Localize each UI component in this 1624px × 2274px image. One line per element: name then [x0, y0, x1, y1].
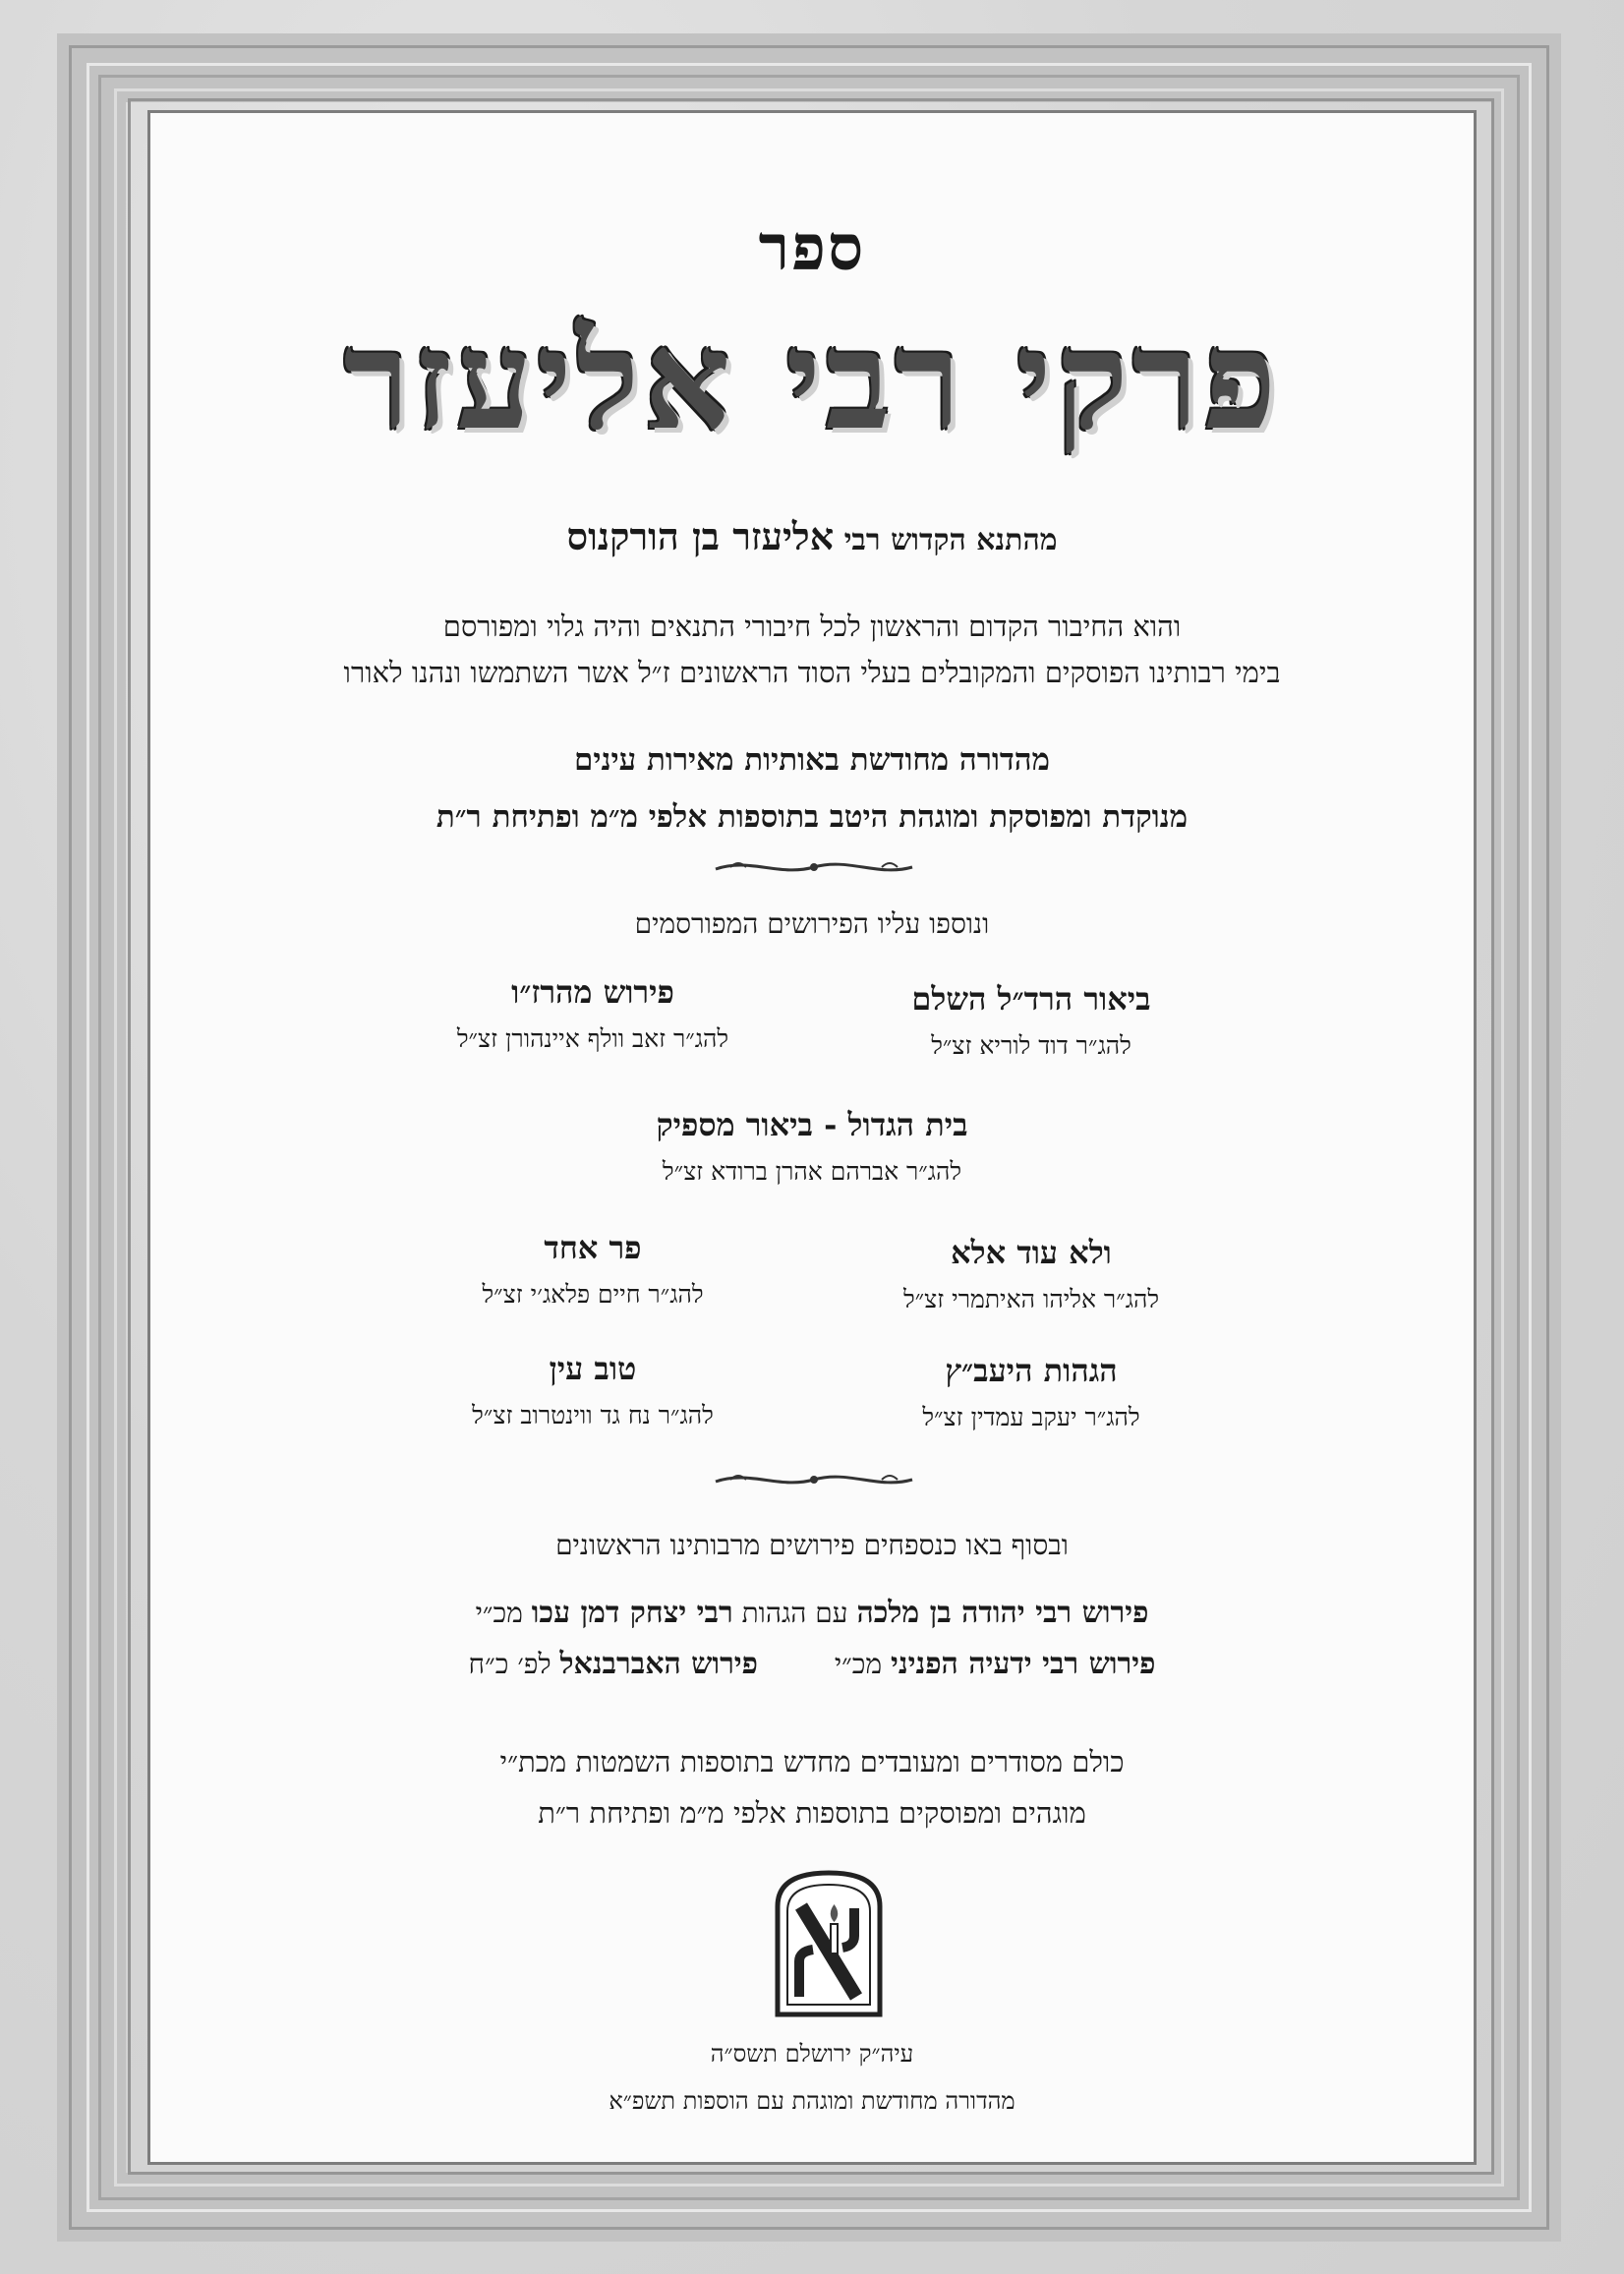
commentary-radal — [825, 980, 1238, 1061]
sefer-label: ספר — [758, 211, 866, 285]
author-prefix: מהתנא הקדוש רבי — [843, 523, 1058, 557]
edition-note: מהדורה מחודשת ומוגהת עם הוספות תשפ״א — [609, 2087, 1015, 2115]
scroll-ornament-icon — [711, 855, 917, 881]
rishon-connector: עם הגהות — [741, 1597, 848, 1629]
edition-line-2: מנוקדת ומפוסקת ומוגהת היטב בתוספות אלפי מ״מ ופתיחת ר״ת — [435, 799, 1189, 835]
commentary-title: הגהות היעב״ץ — [945, 1352, 1118, 1389]
commentary-author: להג״ר נח גד ווינטרוב זצ״ל — [472, 1401, 714, 1429]
chapter-note: לפ׳ כ״ח — [468, 1648, 551, 1680]
commentary-par-echad — [386, 1229, 799, 1310]
commentary-title: בית הגדול - ביאור מספיק — [656, 1106, 968, 1143]
title-page — [147, 110, 1477, 2165]
rishon-commentary: רבי יצחק דמן עכו — [531, 1596, 733, 1630]
commentary-author: להג״ר יעקב עמדין זצ״ל — [922, 1403, 1140, 1431]
commentary-author: להג״ר חיים פלאג׳י זצ״ל — [482, 1280, 704, 1309]
rishonim-line-1 — [150, 1596, 1474, 1630]
commentary-author: להג״ר אליהו האיתמרי זצ״ל — [902, 1285, 1160, 1313]
author-line — [150, 514, 1474, 559]
commentary-vela-od — [825, 1234, 1238, 1314]
closing-line-1: כולם מסודרים ומעובדים מחדש בתוספות השמטות מכת״י — [499, 1745, 1125, 1778]
rishon-commentary: פירוש רבי ידעיה הפניני — [890, 1647, 1156, 1681]
commentary-title: ולא עוד אלא — [951, 1234, 1112, 1271]
book-title: פרקי רבי אליעזר — [343, 300, 1281, 460]
commentary-beit-hagadol — [150, 1106, 1474, 1187]
commentary-maharzu — [386, 973, 799, 1054]
author-name: אליעזר בן הורקנוס — [566, 514, 835, 558]
added-commentaries-intro: ונוספו עליו הפירושים המפורסמים — [634, 907, 990, 940]
appendix-intro: ובסוף באו כנספחים פירושים מרבותינו הראשונים — [555, 1529, 1069, 1561]
commentary-title: פר אחד — [544, 1229, 642, 1266]
intro-line-2: בימי רבותינו הפוסקים והמקובלים בעלי הסוד הראשונים ז״ל אשר השתמשו ונהנו לאורו — [343, 656, 1281, 689]
manuscript-note: מכ״י — [475, 1597, 523, 1629]
rishon-commentary: פירוש רבי יהודה בן מלכה — [856, 1596, 1149, 1630]
edition-line-1: מהדורה מחודשת באותיות מאירות עינים — [573, 742, 1051, 778]
commentary-yaavetz — [825, 1352, 1238, 1432]
commentary-title: טוב עין — [549, 1350, 637, 1387]
intro-line-1: והוא החיבור הקדום והראשון לכל חיבורי התנאים והיה גלוי ומפורסם — [442, 610, 1182, 643]
commentary-author: להג״ר דוד לוריא זצ״ל — [931, 1031, 1131, 1060]
commentary-title: ביאור הרד״ל השלם — [911, 980, 1151, 1018]
commentary-author: להג״ר אברהם אהרן ברודא זצ״ל — [662, 1157, 962, 1186]
place-and-year: עיה״ק ירושלם תשס״ה — [710, 2040, 914, 2068]
rishonim-line-2 — [150, 1647, 1474, 1681]
manuscript-note: מכ״י — [834, 1648, 883, 1680]
rishon-commentary: פירוש האברבנאל — [559, 1647, 758, 1681]
scroll-ornament-icon — [711, 1468, 917, 1493]
closing-line-2: מוגהים ומפוסקים בתוספות אלפי מ״מ ופתיחת ר״ת — [538, 1796, 1086, 1830]
commentary-tov-ayin — [386, 1350, 799, 1430]
publisher-aleph-candle-logo-icon — [770, 1867, 888, 2019]
commentary-author: להג״ר זאב וולף איינהורן זצ״ל — [456, 1024, 729, 1053]
commentary-title: פירוש מהרז״ו — [511, 973, 674, 1011]
